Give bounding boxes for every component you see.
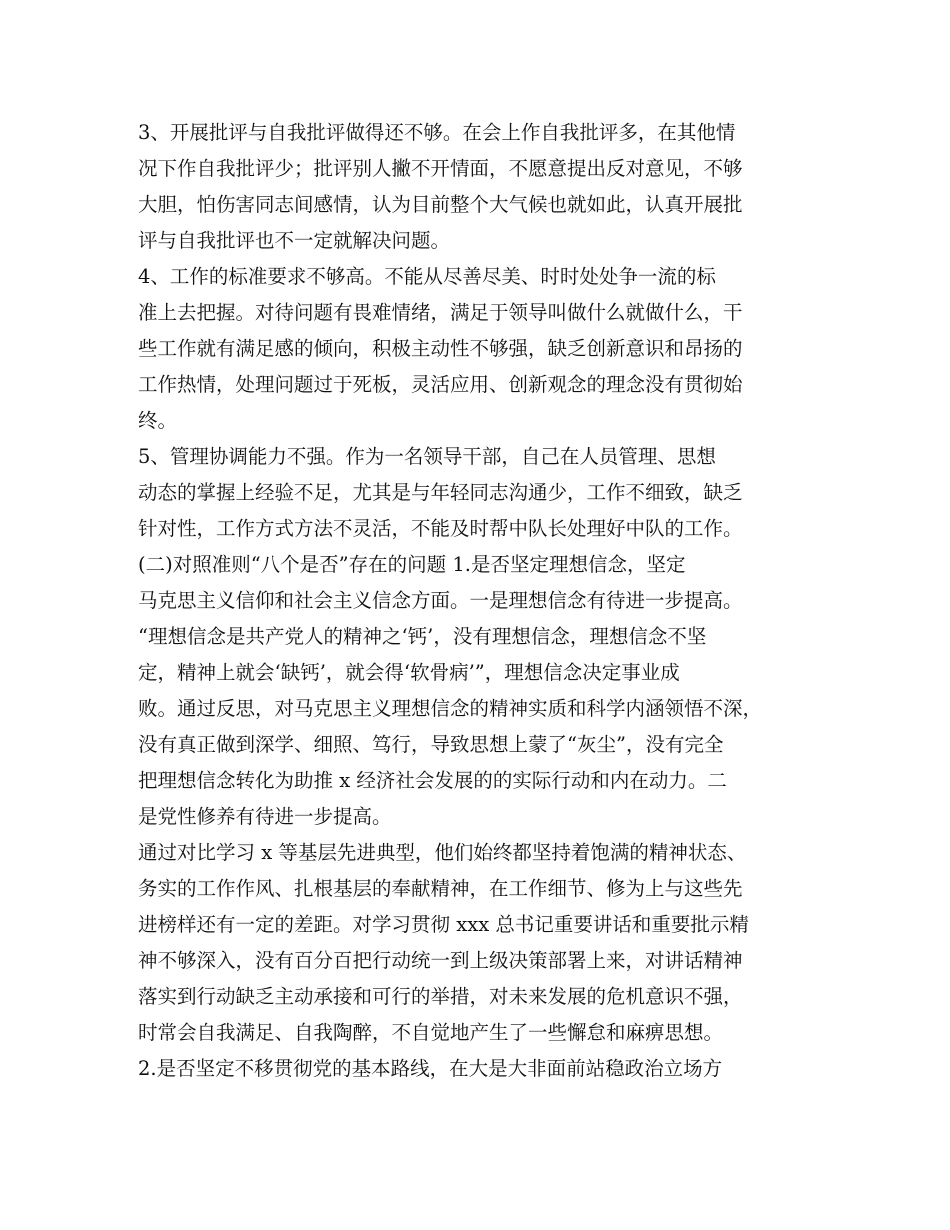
text-line: 把理想信念转化为助推 x 经济社会发展的的实际行动和内在动力。二 — [138, 769, 727, 792]
text-line: 马克思主义信仰和社会主义信念方面。一是理想信念有待进一步提高。 — [138, 589, 743, 612]
text-line: 针对性，工作方式方法不灵活，不能及时帮中队长处理好中队的工作。 — [138, 517, 743, 540]
text-line: (二)对照准则“八个是否”存在的问题 1.是否坚定理想信念，坚定 — [138, 553, 686, 576]
text-line: 时常会自我满足、自我陶醉，不自觉地产生了一些懈怠和麻痹思想。 — [138, 1021, 724, 1044]
text-line: 神不够深入，没有百分百把行动统一到上级决策部署上来，对讲话精神 — [138, 949, 743, 972]
text-line: 是党性修养有待进一步提高。 — [138, 805, 392, 828]
text-line: 进榜样还有一定的差距。对学习贯彻 xxx 总书记重要讲话和重要批示精 — [138, 913, 749, 936]
text-line: 定，精神上就会‘缺钙’，就会得‘软骨病’”，理想信念决定事业成 — [138, 661, 680, 684]
text-line: 2.是否坚定不移贯彻党的基本路线，在大是大非面前站稳政治立场方 — [138, 1057, 723, 1080]
text-line: 况下作自我批评少；批评别人撇不开情面，不愿意提出反对意见，不够 — [138, 157, 743, 180]
text-line: 些工作就有满足感的倾向，积极主动性不够强，缺乏创新意识和昂扬的 — [138, 337, 743, 360]
text-line: 5、管理协调能力不强。作为一名领导干部，自己在人员管理、思想 — [138, 445, 716, 468]
text-line: 3、开展批评与自我批评做得还不够。在会上作自我批评多，在其他情 — [138, 121, 736, 144]
text-line: 落实到行动缺乏主动承接和可行的举措，对未来发展的危机意识不强， — [138, 985, 743, 1008]
text-line: 通过对比学习 x 等基层先进典型，他们始终都坚持着饱满的精神状态、 — [138, 841, 747, 864]
text-line: 动态的掌握上经验不足，尤其是与年轻同志沟通少，工作不细致，缺乏 — [138, 481, 743, 504]
text-line: “理想信念是共产党人的精神之‘钙’，没有理想信念，理想信念不坚 — [138, 625, 707, 648]
text-line: 评与自我批评也不一定就解决问题。 — [138, 229, 451, 252]
text-line: 工作热情，处理问题过于死板，灵活应用、创新观念的理念没有贯彻始 — [138, 373, 743, 396]
text-line: 败。通过反思，对马克思主义理想信念的精神实质和科学内涵领悟不深， — [138, 697, 763, 720]
text-line: 大胆，怕伤害同志间感情，认为目前整个大气候也就如此，认真开展批 — [138, 193, 743, 216]
text-line: 4、工作的标准要求不够高。不能从尽善尽美、时时处处争一流的标 — [138, 265, 716, 288]
text-line: 终。 — [138, 409, 178, 432]
text-line: 没有真正做到深学、细照、笃行，导致思想上蒙了“灰尘”，没有完全 — [138, 733, 724, 756]
text-line: 准上去把握。对待问题有畏难情绪，满足于领导叫做什么就做什么，干 — [138, 301, 743, 324]
text-line: 务实的工作作风、扎根基层的奉献精神，在工作细节、修为上与这些先 — [138, 877, 743, 900]
